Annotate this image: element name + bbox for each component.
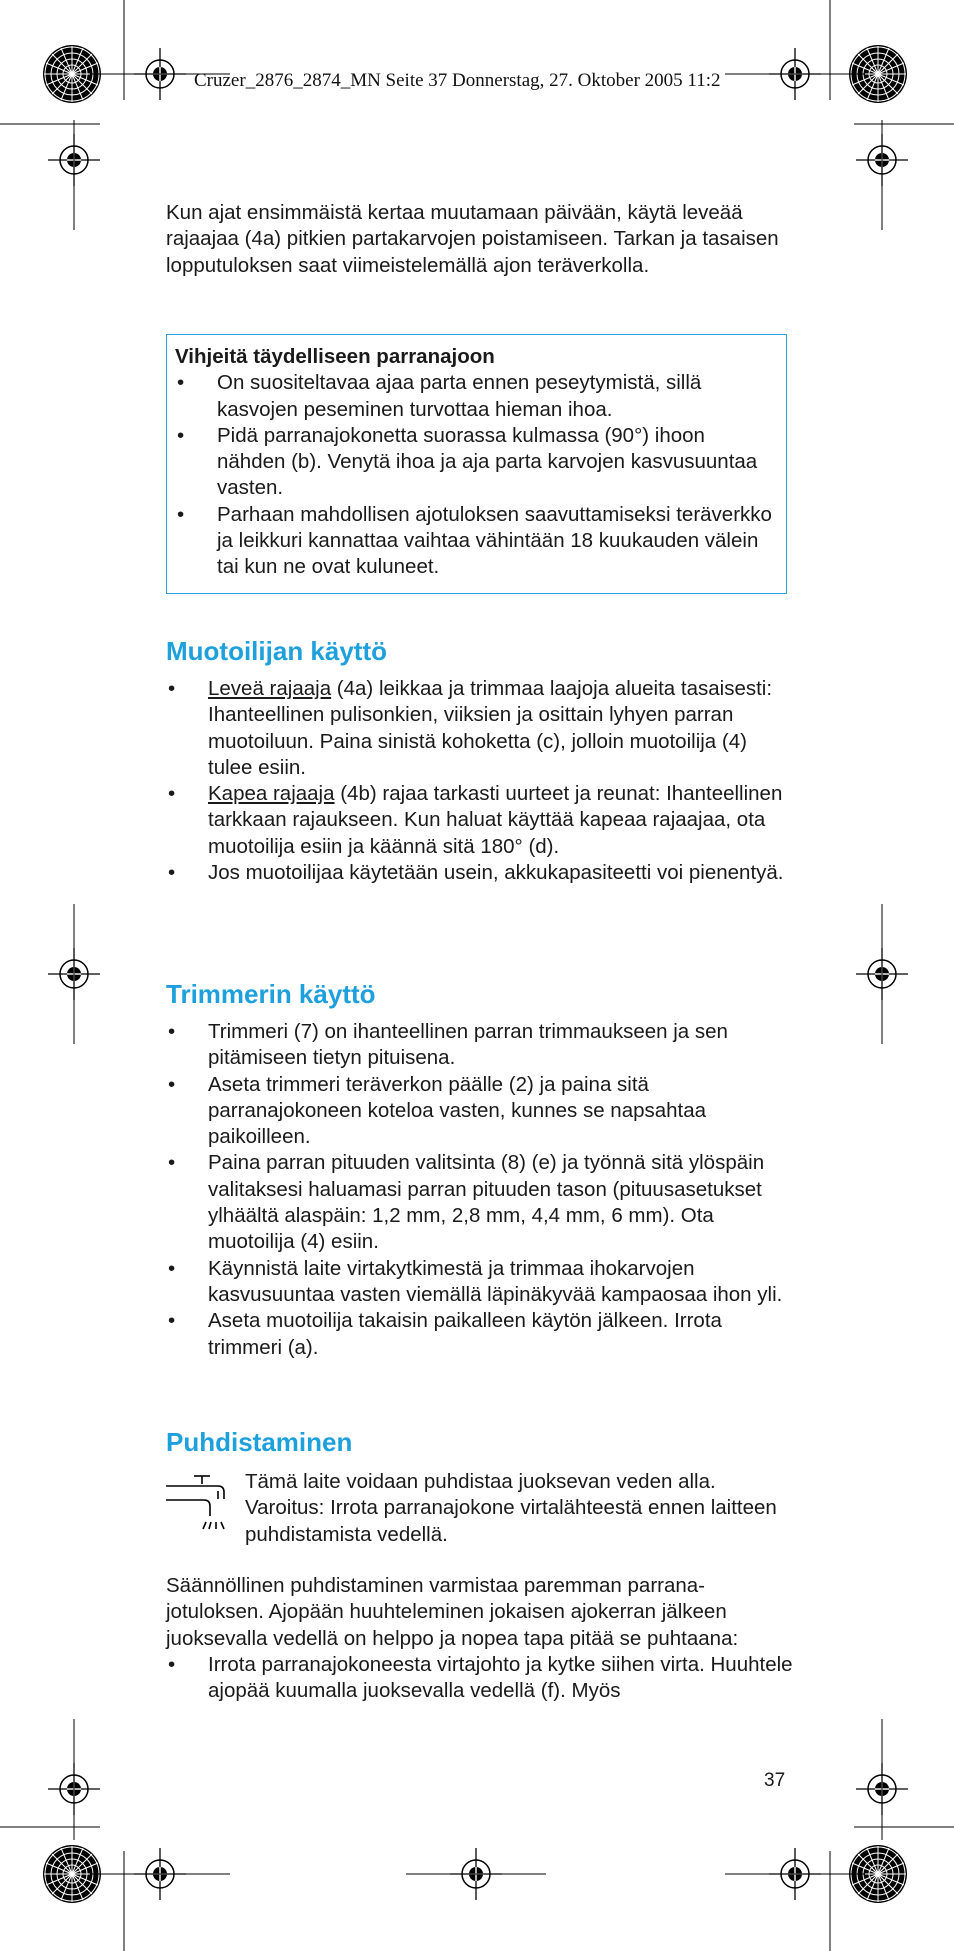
intro-paragraph: [166, 200, 794, 279]
bullet: •: [168, 1256, 176, 1280]
bullet: •: [168, 782, 176, 806]
list-item: • Parhaan mahdollisen ajotuloksen saavuttamiseksi teräverkko ja leikkuri kannattaa vaihtaa vähintään 18 kuukauden välein tai kun ne ovat kuluneet.: [177, 502, 772, 579]
list-item: • Kapea rajaaja (4b) rajaa tarkasti uurteet ja reunat: Ihanteellinen tarkkaan rajaukseen. Kun haluat käyttää kapeaa rajaajaa, ota muotoilija esiin ja käännä sitä 180° (d).: [168, 782, 783, 858]
bullet: •: [168, 1020, 176, 1043]
section-heading-trimmer: Trimmerin käyttö: [166, 979, 376, 1009]
trimmer-list: [166, 1019, 796, 1361]
bullet: •: [168, 677, 176, 700]
trimmer-section: [166, 1019, 796, 1361]
tips-list: [175, 370, 778, 580]
bullet: •: [168, 1309, 176, 1333]
bullet: •: [168, 861, 176, 885]
section-heading-styler: Muotoilijan käyttö: [166, 636, 387, 666]
list-item: • Pidä parranajokonetta suorassa kulmassa (90°) ihoon nähden (b). Venytä ihoa ja aja parta karvojen kasvusuuntaa vasten.: [177, 423, 758, 500]
water-tap-icon: [166, 1472, 230, 1530]
page-number: 37: [764, 1770, 786, 1791]
list-item: • On suositeltavaa ajaa parta ennen peseytymistä, sillä kasvojen peseminen turvottaa hieman ihoa.: [177, 371, 702, 421]
intro-text: Kun ajat ensimmäistä kertaa muutamaan päivään, käytä leveää rajaajaa (4a) pitkien partakarvojen poistamiseen. Tarkan ja tasaisen lopputuloksen saat viimeistelemällä ajon teräverkolla.: [166, 201, 779, 277]
list-item: • Leveä rajaaja (4a) leikkaa ja trimmaa laajoja alueita tasaisesti: Ihanteellinen pulisonkien, viiksien ja osittain lyhyen parran muotoiluun. Paina sinistä kohoketta (c), jolloin muotoilija (4) tulee esiin.: [168, 677, 773, 779]
bullet: •: [168, 1652, 176, 1676]
list-item: • Jos muotoilijaa käytetään usein, akkukapasiteetti voi pienentyä.: [166, 860, 796, 886]
bullet: •: [177, 502, 185, 526]
bullet: •: [168, 1151, 176, 1175]
list-item: • Käynnistä laite virtakytkimestä ja trimmaa ihokarvojen kasvusuuntaa vasten viemällä läpinäkyvää kampaosaa ihon yli.: [168, 1256, 783, 1306]
styler-section: [166, 676, 796, 886]
cleaning-list: [166, 1652, 796, 1705]
bullet: •: [177, 423, 185, 447]
cleaning-paragraph: Säännöllinen puhdistaminen varmistaa paremman parrana-jotuloksen. Ajopään huuhteleminen jokaisen ajokerran jälkeen juoksevalla vedellä on helppo ja nopea tapa pitää se puhtaana:: [166, 1574, 739, 1650]
cleaning-section: [166, 1573, 796, 1704]
print-slug: Cruzer_2876_2874_MN Seite 37 Donnerstag, 27. Oktober 2005 11:2: [194, 70, 721, 91]
styler-list: [166, 676, 796, 886]
section-heading-cleaning: Puhdistaminen: [166, 1427, 353, 1457]
list-item: • Trimmeri (7) on ihanteellinen parran trimmaukseen ja sen pitämiseen tietyn pituisena.: [168, 1020, 728, 1070]
bullet: •: [177, 371, 185, 395]
list-item: • Paina parran pituuden valitsinta (8) (e) ja työnnä sitä ylöspäin valitaksesi haluamasi parran pituuden tason (pituusasetukset ylhäältä alaspäin: 1,2 mm, 2,8 mm, 4,4 mm, 6 mm). Ota muotoilija (4) esiin.: [168, 1151, 765, 1254]
list-item: • Aseta trimmeri teräverkon päälle (2) ja paina sitä parranajokoneen koteloa vasten, kunnes se napsahtaa paikoilleen.: [168, 1072, 707, 1149]
tips-box: [166, 334, 787, 594]
water-note: Tämä laite voidaan puhdistaa juoksevan veden alla. Varoitus: Irrota parranajokone virtalähteestä ennen laitteen puhdistamista vedellä.: [245, 1470, 777, 1546]
list-item: • Irrota parranajokoneesta virtajohto ja kytke siihen virta. Huuhtele ajopää kuumalla juoksevalla vedellä (f). Myös: [168, 1652, 793, 1703]
tips-title: Vihjeitä täydelliseen parranajoon: [175, 345, 495, 368]
list-item: • Aseta muotoilija takaisin paikalleen käytön jälkeen. Irrota trimmeri (a).: [168, 1309, 722, 1359]
bullet: •: [168, 1072, 176, 1096]
